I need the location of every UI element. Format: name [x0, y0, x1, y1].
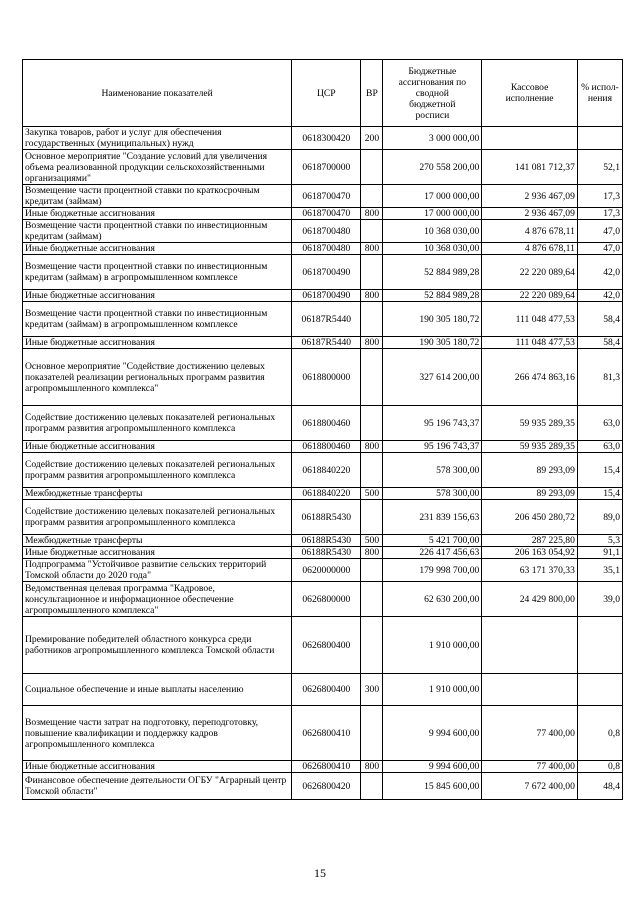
row-cash: 111 048 477,53	[482, 337, 578, 349]
row-percent: 47,0	[577, 243, 622, 255]
row-csr: 0618700000	[292, 150, 361, 185]
row-csr: 0618700470	[292, 208, 361, 220]
row-budget: 10 368 030,00	[383, 243, 482, 255]
row-name: Возмещение части процентной ставки по инвестиционным кредитам (займам)	[23, 220, 292, 243]
budget-table	[22, 59, 623, 800]
row-csr: 06188R5430	[292, 547, 361, 559]
row-cash: 287 225,80	[482, 535, 578, 547]
row-name: Иные бюджетные ассигнования	[23, 547, 292, 559]
row-name: Основное мероприятие "Создание условий для увеличения объема реализованной продукции сельскохозяйственными организациями"	[23, 150, 292, 185]
header-percent	[577, 60, 622, 127]
row-budget: 179 998 700,00	[383, 559, 482, 582]
page-number: 15	[314, 866, 326, 880]
row-budget: 52 884 989,28	[383, 255, 482, 290]
table-row	[23, 706, 623, 761]
row-cash: 59 935 289,35	[482, 406, 578, 441]
row-cash: 111 048 477,53	[482, 302, 578, 337]
row-budget: 226 417 456,63	[383, 547, 482, 559]
table-row	[23, 535, 623, 547]
row-cash: 77 400,00	[482, 761, 578, 773]
header-budget-line: бюджетной	[409, 98, 456, 110]
row-csr: 0618840220	[292, 453, 361, 488]
row-name: Возмещение части процентной ставки по инвестиционным кредитам (займам) в агропромышленном комплексе	[23, 302, 292, 337]
row-percent: 58,4	[577, 337, 622, 349]
row-budget: 52 884 989,28	[383, 290, 482, 302]
row-percent: 17,3	[577, 185, 622, 208]
row-budget: 231 839 156,63	[383, 500, 482, 535]
header-budget-line: ассигнования по	[398, 76, 467, 88]
row-budget: 190 305 180,72	[383, 302, 482, 337]
row-cash: 89 293,09	[482, 453, 578, 488]
table-row	[23, 243, 623, 255]
table-row	[23, 547, 623, 559]
row-percent	[577, 127, 622, 150]
row-csr: 0618700480	[292, 243, 361, 255]
row-budget: 1 910 000,00	[383, 674, 482, 706]
row-vr	[361, 500, 383, 535]
row-cash: 59 935 289,35	[482, 441, 578, 453]
header-cash-line: исполнение	[505, 93, 554, 104]
row-vr: 500	[361, 535, 383, 547]
row-cash	[482, 617, 578, 674]
header-budget-line: росписи	[415, 109, 450, 121]
row-vr	[361, 773, 383, 800]
row-budget: 17 000 000,00	[383, 185, 482, 208]
row-vr	[361, 302, 383, 337]
row-percent: 15,4	[577, 453, 622, 488]
row-vr: 800	[361, 761, 383, 773]
row-percent: 89,0	[577, 500, 622, 535]
row-name: Возмещение части процентной ставки по краткосрочным кредитам (займам)	[23, 185, 292, 208]
row-budget: 9 994 600,00	[383, 706, 482, 761]
row-csr: 06188R5430	[292, 500, 361, 535]
row-csr: 0626800400	[292, 674, 361, 706]
row-name: Закупка товаров, работ и услуг для обеспечения государственных (муниципальных) нужд	[23, 127, 292, 150]
table-row	[23, 617, 623, 674]
row-vr	[361, 453, 383, 488]
row-csr: 06188R5430	[292, 535, 361, 547]
row-vr	[361, 617, 383, 674]
table-row	[23, 453, 623, 488]
row-csr: 0618800000	[292, 349, 361, 406]
header-percent-line: % испол-	[581, 82, 619, 93]
row-percent: 17,3	[577, 208, 622, 220]
row-csr: 0618300420	[292, 127, 361, 150]
row-csr: 06187R5440	[292, 302, 361, 337]
row-csr: 0626800400	[292, 617, 361, 674]
row-budget: 578 300,00	[383, 453, 482, 488]
row-percent: 91,1	[577, 547, 622, 559]
row-name: Межбюджетные трансферты	[23, 535, 292, 547]
table-row	[23, 500, 623, 535]
row-name: Иные бюджетные ассигнования	[23, 290, 292, 302]
row-budget: 578 300,00	[383, 488, 482, 500]
header-cash	[482, 60, 578, 127]
header-budget	[383, 60, 482, 127]
row-cash: 266 474 863,16	[482, 349, 578, 406]
row-percent: 48,4	[577, 773, 622, 800]
row-name: Ведомственная целевая программа "Кадровое, консультационное и информационное обеспечение агропромышленного комплекса"	[23, 582, 292, 617]
row-vr	[361, 582, 383, 617]
row-percent: 63,0	[577, 441, 622, 453]
row-vr	[361, 559, 383, 582]
row-name: Подпрограмма "Устойчивое развитие сельских территорий Томской области до 2020 года"	[23, 559, 292, 582]
row-csr: 0626800410	[292, 761, 361, 773]
row-csr: 0618800460	[292, 406, 361, 441]
row-cash: 89 293,09	[482, 488, 578, 500]
row-name: Премирование победителей областного конкурса среди работников агропромышленного комплекса Томской области	[23, 617, 292, 674]
row-name: Содействие достижению целевых показателей региональных программ развития агропромышленного комплекса	[23, 500, 292, 535]
row-percent: 63,0	[577, 406, 622, 441]
row-csr: 06187R5440	[292, 337, 361, 349]
row-vr	[361, 185, 383, 208]
table-row	[23, 441, 623, 453]
row-name: Иные бюджетные ассигнования	[23, 761, 292, 773]
row-name: Содействие достижению целевых показателей региональных программ развития агропромышленного комплекса	[23, 453, 292, 488]
row-vr	[361, 255, 383, 290]
table-row	[23, 127, 623, 150]
row-csr: 0618700490	[292, 255, 361, 290]
table-row	[23, 302, 623, 337]
table-row	[23, 150, 623, 185]
row-cash: 4 876 678,11	[482, 220, 578, 243]
row-name: Возмещение части процентной ставки по инвестиционным кредитам (займам) в агропромышленном комплексе	[23, 255, 292, 290]
row-percent: 0,8	[577, 706, 622, 761]
table-row	[23, 185, 623, 208]
row-csr: 0626800420	[292, 773, 361, 800]
table-row	[23, 255, 623, 290]
table-row	[23, 582, 623, 617]
row-vr	[361, 220, 383, 243]
row-cash	[482, 674, 578, 706]
row-percent: 42,0	[577, 255, 622, 290]
row-percent: 0,8	[577, 761, 622, 773]
row-percent: 81,3	[577, 349, 622, 406]
row-csr: 0618800460	[292, 441, 361, 453]
row-percent: 47,0	[577, 220, 622, 243]
row-budget: 270 558 200,00	[383, 150, 482, 185]
row-name: Иные бюджетные ассигнования	[23, 208, 292, 220]
row-name: Иные бюджетные ассигнования	[23, 337, 292, 349]
table-row	[23, 349, 623, 406]
row-cash: 2 936 467,09	[482, 208, 578, 220]
row-cash: 206 163 054,92	[482, 547, 578, 559]
row-cash: 22 220 089,64	[482, 290, 578, 302]
row-percent	[577, 617, 622, 674]
row-cash: 24 429 800,00	[482, 582, 578, 617]
row-cash: 4 876 678,11	[482, 243, 578, 255]
header-name: Наименование показателей	[23, 60, 292, 127]
row-cash: 63 171 370,33	[482, 559, 578, 582]
header-csr: ЦСР	[292, 60, 361, 127]
header-cash-line: Кассовое	[510, 82, 549, 93]
row-budget: 5 421 700,00	[383, 535, 482, 547]
header-budget-line: сводной	[415, 87, 449, 99]
row-csr: 0626800000	[292, 582, 361, 617]
row-percent: 52,1	[577, 150, 622, 185]
row-vr	[361, 349, 383, 406]
row-vr: 800	[361, 337, 383, 349]
row-csr: 0618700480	[292, 220, 361, 243]
row-percent: 35,1	[577, 559, 622, 582]
row-name: Социальное обеспечение и иные выплаты населению	[23, 674, 292, 706]
table-row	[23, 208, 623, 220]
row-budget: 3 000 000,00	[383, 127, 482, 150]
row-name: Иные бюджетные ассигнования	[23, 441, 292, 453]
row-name: Межбюджетные трансферты	[23, 488, 292, 500]
row-name: Финансовое обеспечение деятельности ОГБУ "Аграрный центр Томской области"	[23, 773, 292, 800]
row-name: Иные бюджетные ассигнования	[23, 243, 292, 255]
row-vr	[361, 706, 383, 761]
row-budget: 15 845 600,00	[383, 773, 482, 800]
row-vr: 300	[361, 674, 383, 706]
row-name: Основное мероприятие "Содействие достижению целевых показателей реализации региональных программ развития агропромышленного комплекса"	[23, 349, 292, 406]
row-cash	[482, 127, 578, 150]
row-budget: 1 910 000,00	[383, 617, 482, 674]
table-row	[23, 559, 623, 582]
row-vr: 800	[361, 290, 383, 302]
row-vr: 800	[361, 441, 383, 453]
row-csr: 0618840220	[292, 488, 361, 500]
table-row	[23, 290, 623, 302]
table-row	[23, 488, 623, 500]
header-vr: ВР	[361, 60, 383, 127]
row-budget: 190 305 180,72	[383, 337, 482, 349]
row-csr: 0618700470	[292, 185, 361, 208]
table-row	[23, 674, 623, 706]
row-budget: 327 614 200,00	[383, 349, 482, 406]
row-percent: 42,0	[577, 290, 622, 302]
row-vr	[361, 150, 383, 185]
header-percent-line: нения	[587, 93, 612, 104]
row-budget: 62 630 200,00	[383, 582, 482, 617]
table-header-row	[23, 60, 623, 127]
row-vr: 500	[361, 488, 383, 500]
row-percent	[577, 674, 622, 706]
row-budget: 10 368 030,00	[383, 220, 482, 243]
row-vr: 800	[361, 208, 383, 220]
table-row	[23, 406, 623, 441]
row-name: Возмещение части затрат на подготовку, переподготовку, повышение квалификации и поддержку кадров агропромышленного комплекса	[23, 706, 292, 761]
row-vr: 800	[361, 547, 383, 559]
table-row	[23, 220, 623, 243]
row-vr: 800	[361, 243, 383, 255]
table-row	[23, 773, 623, 800]
row-name: Содействие достижению целевых показателей региональных программ развития агропромышленного комплекса	[23, 406, 292, 441]
row-percent: 39,0	[577, 582, 622, 617]
header-budget-line: Бюджетные	[408, 65, 457, 77]
row-csr: 0618700490	[292, 290, 361, 302]
row-budget: 95 196 743,37	[383, 406, 482, 441]
row-cash: 22 220 089,64	[482, 255, 578, 290]
row-csr: 0626800410	[292, 706, 361, 761]
row-vr: 200	[361, 127, 383, 150]
row-cash: 206 450 280,72	[482, 500, 578, 535]
row-budget: 17 000 000,00	[383, 208, 482, 220]
table-row	[23, 761, 623, 773]
row-vr	[361, 406, 383, 441]
row-cash: 141 081 712,37	[482, 150, 578, 185]
row-budget: 9 994 600,00	[383, 761, 482, 773]
row-csr: 0620000000	[292, 559, 361, 582]
row-percent: 5,3	[577, 535, 622, 547]
row-budget: 95 196 743,37	[383, 441, 482, 453]
row-percent: 15,4	[577, 488, 622, 500]
row-cash: 77 400,00	[482, 706, 578, 761]
row-percent: 58,4	[577, 302, 622, 337]
row-cash: 2 936 467,09	[482, 185, 578, 208]
table-row	[23, 337, 623, 349]
row-cash: 7 672 400,00	[482, 773, 578, 800]
